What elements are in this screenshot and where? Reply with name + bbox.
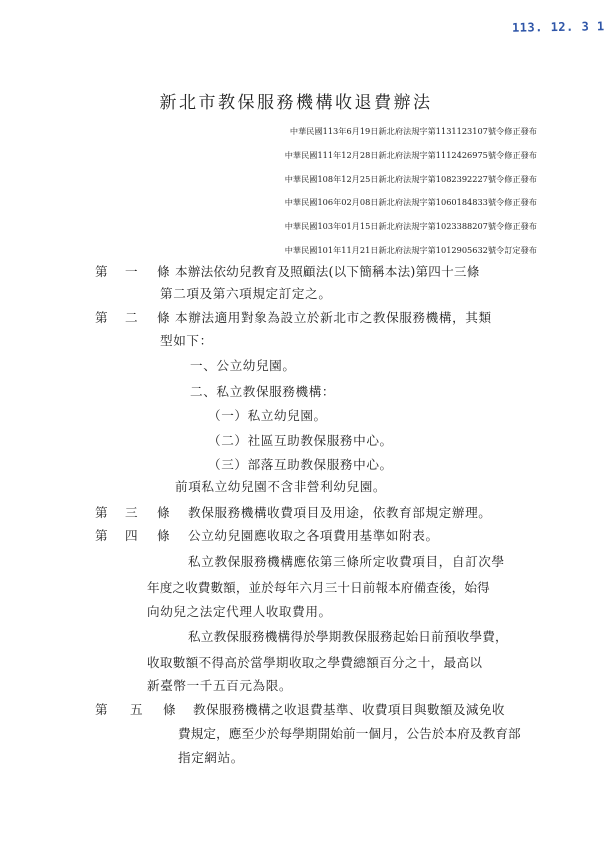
history-line: 中華民國103年01月15日新北府法規字第1023388207號令修正發布 — [284, 221, 537, 232]
article-4-text: 收取數額不得高於當學期收取之學費總額百分之十，最高以 — [147, 655, 483, 670]
article-2-text: 型如下： — [160, 333, 213, 348]
article-4-text: 私立教保服務機構得於學期教保服務起始日前預收學費， — [188, 629, 508, 644]
article-4-text: 公立幼兒園應收取之各項費用基準如附表。 — [188, 528, 439, 543]
amendment-history — [285, 120, 537, 263]
history-line: 中華民國111年12月28日新北府法規字第1112426975號令修正發布 — [284, 149, 537, 160]
history-line: 中華民國108年12月25日新北府法規字第1082392227號令修正發布 — [284, 173, 537, 184]
article-3-text: 教保服務機構收費項目及用途，依教育部規定辦理。 — [188, 505, 492, 520]
article-5-text: 指定網站。 — [178, 750, 244, 765]
article-4-text: 年度之收費數額，並於每年六月三十日前報本府備查後，始得 — [147, 580, 490, 595]
history-line: 中華民國101年11月21日新北府法規字第1012905632號令訂定發布 — [284, 244, 537, 255]
article-5-text: 費規定，應至少於每學期開始前一個月，公告於本府及教育部 — [178, 726, 521, 741]
history-line: 中華民國113年6月19日新北府法規字第1131123107號令修正發布 — [289, 126, 537, 136]
article-2-text: 本辦法適用對象為設立於新北市之教保服務機構，其類 — [175, 310, 492, 325]
page-title: 新北市教保服務機構收退費辦法 — [159, 93, 433, 113]
article-1-text: 第二項及第六項規定訂定之。 — [160, 286, 332, 301]
history-line: 中華民國106年02月08日新北府法規字第1060184833號令修正發布 — [284, 197, 537, 208]
article-2-item: 一、公立幼兒園。 — [190, 358, 296, 373]
article-4-text: 向幼兒之法定代理人收取費用。 — [147, 604, 332, 619]
article-2-item: 二、私立教保服務機構： — [190, 384, 336, 399]
article-4-text: 私立教保服務機構應依第三條所定收費項目，自訂次學 — [188, 554, 505, 569]
article-5-text: 教保服務機構之收退費基準、收費項目與數額及減免收 — [193, 702, 505, 717]
article-4-text: 新臺幣一千五百元為限。 — [147, 678, 293, 693]
article-2-subitem: （二）社區互助教保服務中心。 — [208, 433, 393, 448]
article-1-text: 本辦法依幼兒教育及照顧法(以下簡稱本法)第四十三條 — [175, 264, 480, 279]
article-2-subitem: （三）部落互助教保服務中心。 — [208, 457, 393, 472]
article-2-subitem: （一）私立幼兒園。 — [208, 408, 327, 423]
article-2-text: 前項私立幼兒園不含非營利幼兒園。 — [175, 479, 387, 494]
date-stamp: 113. 12. 3 1 — [511, 19, 605, 35]
